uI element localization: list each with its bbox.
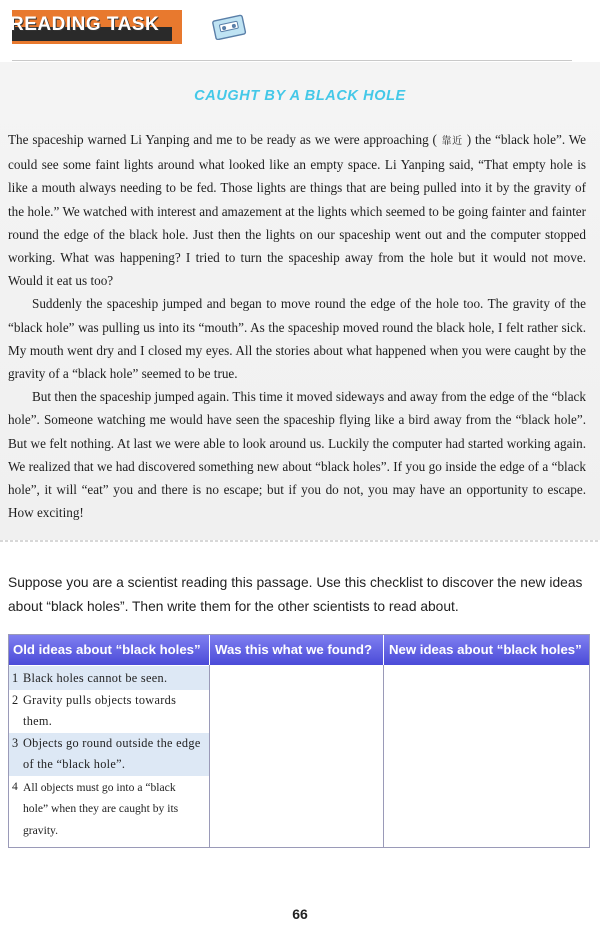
item-number: 4 [12,779,18,793]
paragraph-1-part-2: ) the “black hole”. We could see some faint lights around what looked like an empty space. Li Yanping said, “That empty hole is like a mouth always needing to be fed. Those lights are things that are being pulled into it by the gravity of the hole.” We watched with interest and amazement at the lights which seemed to be going fainter and fainter round the edge of the black hole. Just then the lights on our spaceship went out and the computer stopped working. What was happening? I tried to turn the spaceship away from the hole but it would not move. Would it eat us too? [8,132,587,289]
item-number: 3 [12,735,19,750]
list-item [9,733,209,776]
page-number: 66 [292,906,308,922]
list-item [9,690,209,733]
header-old-ideas: Old ideas about “black holes” [13,642,201,657]
reading-passage-box [0,62,600,540]
header-was-this-found: Was this what we found? [215,642,373,657]
paragraph-1-part-1: The spaceship warned Li Yanping and me to be ready as we were approaching ( [8,132,437,147]
section-divider [0,540,600,542]
task-instructions: Suppose you are a scientist reading this passage. Use this checklist to discover the new ideas about “black holes”. Then write them for the other scientists to read about. [8,575,583,614]
section-label: READING TASK [10,14,160,35]
header-column-divider [383,635,384,665]
column-divider [383,635,384,847]
header-column-divider [209,635,210,665]
item-number: 2 [12,692,19,707]
list-item [9,776,209,842]
paragraph-2: Suddenly the spaceship jumped and began to move round the edge of the hole too. The gravity of the “black hole” was pulling us into its “mouth”. As the spaceship moved round the black hole, I felt rather sick. My mouth went dry and I closed my eyes. All the stories about what happened when you were caught by the gravity of a “black hole” seemed to be true. [8,296,586,382]
checklist-table [8,634,590,848]
header-new-ideas: New ideas about “black holes” [389,642,582,657]
paragraph-3: But then the spaceship jumped again. This time it moved sideways and away from the edge of the “black hole”. Someone watching me would have seen the spaceship flying like a bird away from the “black hole”. But we felt nothing. At last we were able to look around us. Luckily the computer had started working again. We realized that we had discovered something new about “black holes”. If you go inside the edge of a “black hole”, it will “eat” you and there is no escape; but if you do not, you may have an opportunity to escape. How exciting! [8,389,586,521]
story-title: CAUGHT BY A BLACK HOLE [194,88,406,104]
item-text: Objects go round outside the edge of the “black hole”. [23,735,201,771]
item-text: Black holes cannot be seen. [23,671,168,685]
story-text [8,128,586,524]
header-rule [12,60,572,61]
chinese-gloss: 靠近 [440,136,463,147]
page-header [0,0,600,70]
table-header [9,635,589,665]
item-number: 1 [12,671,19,685]
item-text: Gravity pulls objects towards them. [23,692,177,728]
column-divider [209,635,210,847]
list-item [9,666,209,690]
cassette-tape-icon [212,14,248,40]
item-text: All objects must go into a “black hole” when they are caught by its gravity. [23,780,179,837]
paragraph-1 [8,128,586,292]
old-ideas-column [9,666,209,841]
